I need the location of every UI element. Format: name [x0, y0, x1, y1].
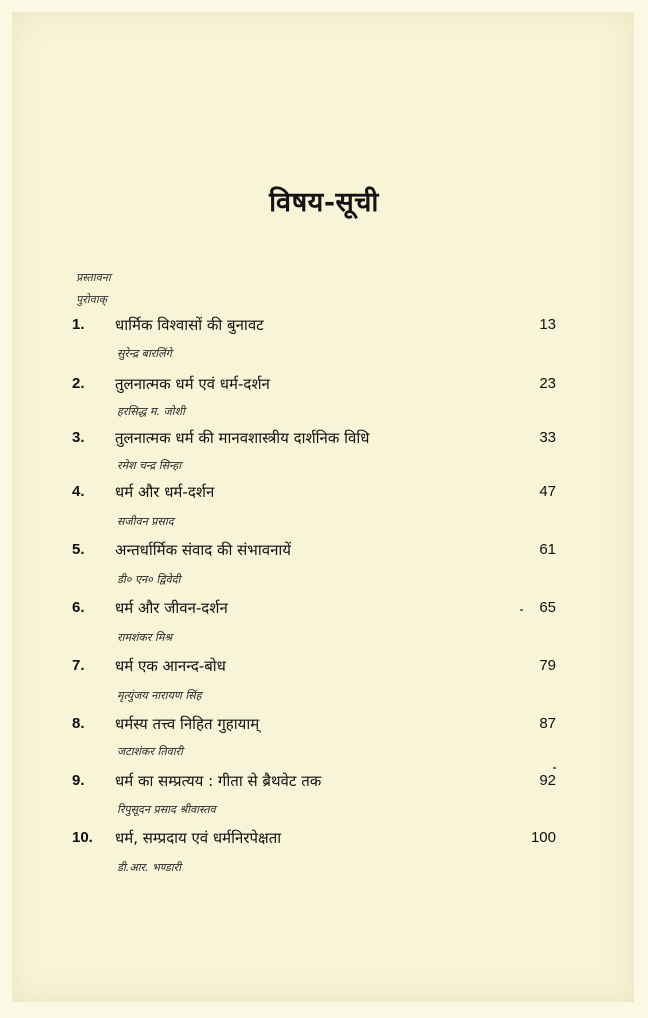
- entry-number: 5.: [72, 541, 85, 558]
- entry-page: 87: [539, 715, 556, 732]
- toc-entry-3[interactable]: [0, 427, 648, 451]
- entry-number: 4.: [72, 483, 85, 500]
- entry-title: धर्म, सम्प्रदाय एवं धर्मनिरपेक्षता: [115, 829, 282, 847]
- entry-title: धर्मस्य तत्त्व निहित गुहायाम्: [115, 715, 260, 733]
- entry-author: डी.आर. भण्डारी: [117, 861, 182, 874]
- entry-number: 1.: [72, 316, 85, 333]
- entry-number: 9.: [72, 772, 85, 789]
- toc-entry-1[interactable]: [0, 314, 648, 338]
- toc-entry-5[interactable]: [0, 539, 648, 563]
- entry-number: 6.: [72, 599, 85, 616]
- toc-entry-7[interactable]: [0, 655, 648, 679]
- entry-author: जटाशंकर तिवारी: [117, 745, 183, 758]
- entry-page: 92: [539, 772, 556, 789]
- entry-title: अन्तर्धार्मिक संवाद की संभावनायें: [115, 541, 291, 559]
- foreword-item: पुरोवाक्: [76, 293, 108, 306]
- scan-speck: [520, 609, 523, 611]
- entry-page: 79: [539, 657, 556, 674]
- entry-author: हरसिद्ध म. जोशी: [117, 405, 185, 418]
- entry-author: डी० एन० द्विवेदी: [117, 573, 181, 586]
- entry-page: 65: [539, 599, 556, 616]
- entry-title: तुलनात्मक धर्म एवं धर्म-दर्शन: [115, 375, 270, 393]
- entry-title: धर्म और जीवन-दर्शन: [115, 599, 228, 617]
- entry-number: 10.: [72, 829, 93, 846]
- entry-page: 13: [539, 316, 556, 333]
- entry-number: 7.: [72, 657, 85, 674]
- entry-page: 100: [530, 829, 556, 846]
- toc-entry-8[interactable]: [0, 713, 648, 737]
- entry-author: सुरेन्द्र बारलिंगे: [117, 347, 172, 360]
- toc-entry-10[interactable]: [0, 827, 648, 851]
- preface-item: प्रस्तावना: [76, 271, 111, 284]
- entry-author: सजीवन प्रसाद: [117, 515, 174, 528]
- entry-number: 8.: [72, 715, 85, 732]
- entry-author: रिपुसूदन प्रसाद श्रीवास्तव: [117, 803, 216, 816]
- entry-page: 47: [539, 483, 556, 500]
- entry-number: 2.: [72, 375, 85, 392]
- toc-entry-6[interactable]: [0, 597, 648, 621]
- entry-title: धर्म और धर्म-दर्शन: [115, 483, 215, 501]
- page-paper: [12, 12, 634, 1002]
- scan-speck: [553, 767, 556, 769]
- toc-entry-9[interactable]: [0, 770, 648, 794]
- entry-author: मृत्युंजय नारायण सिंह: [117, 689, 202, 702]
- entry-title: तुलनात्मक धर्म की मानवशास्त्रीय दार्शनिक विधि: [115, 429, 370, 447]
- page-title: विषय-सूची: [269, 187, 379, 218]
- toc-entry-2[interactable]: [0, 373, 648, 397]
- entry-page: 33: [539, 429, 556, 446]
- entry-number: 3.: [72, 429, 85, 446]
- entry-title: धार्मिक विश्वासों की बुनावट: [115, 316, 264, 334]
- entry-author: रमेश चन्द्र सिन्हा: [117, 459, 182, 472]
- entry-title: धर्म का सम्प्रत्यय : गीता से ब्रैथवेट तक: [115, 772, 322, 790]
- entry-title: धर्म एक आनन्द-बोध: [115, 657, 226, 675]
- toc-entry-4[interactable]: [0, 481, 648, 505]
- entry-page: 23: [539, 375, 556, 392]
- entry-author: रामशंकर मिश्र: [117, 631, 173, 644]
- entry-page: 61: [539, 541, 556, 558]
